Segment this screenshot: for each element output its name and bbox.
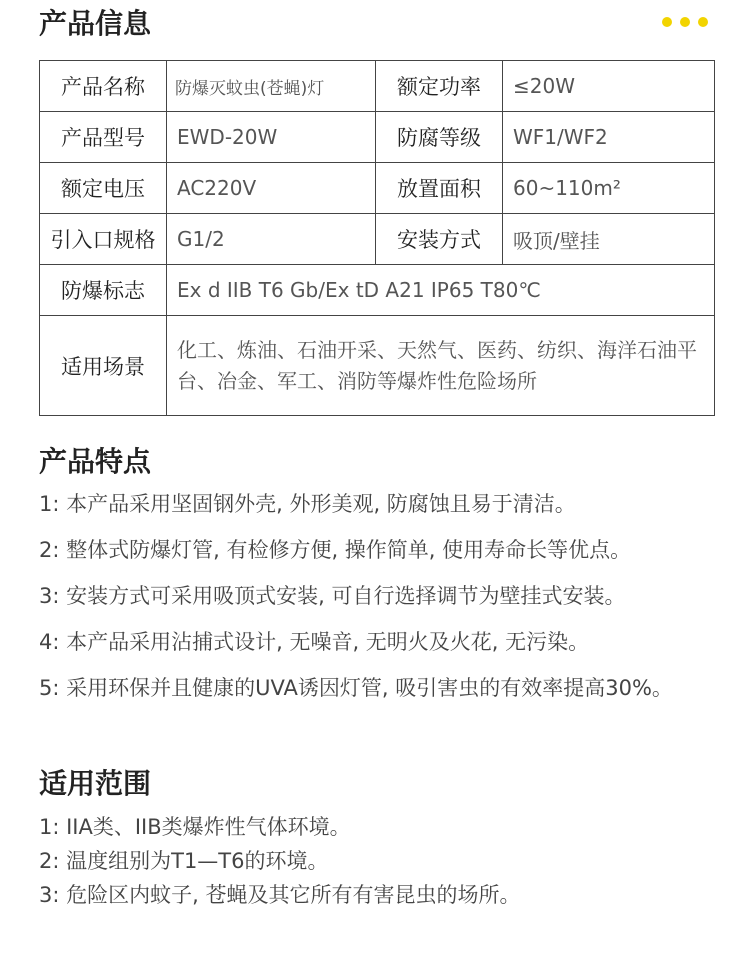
spec-row: [40, 112, 715, 163]
features-list: [39, 488, 719, 718]
spec-label: 引入口规格: [40, 214, 167, 265]
spec-table: [39, 60, 715, 416]
spec-label: 额定功率: [376, 61, 503, 112]
scope-list: [39, 810, 719, 912]
spec-label: 产品型号: [40, 112, 167, 163]
spec-value: 吸顶/壁挂: [503, 214, 715, 265]
spec-value: G1/2: [167, 214, 376, 265]
spec-label: 放置面积: [376, 163, 503, 214]
product-info-title: 产品信息: [39, 7, 152, 40]
spec-value: ≤20W: [503, 61, 715, 112]
explosion-value: Ex d IIB T6 Gb/Ex tD A21 IP65 T80℃: [167, 265, 715, 316]
usage-label: 适用场景: [40, 316, 167, 416]
list-item: 3: 危险区内蚊子, 苍蝇及其它所有有害昆虫的场所。: [39, 883, 521, 907]
features-title: 产品特点: [39, 445, 152, 478]
list-item: 1: 本产品采用坚固钢外壳, 外形美观, 防腐蚀且易于清洁。: [39, 492, 576, 516]
list-item: 3: 安装方式可采用吸顶式安装, 可自行选择调节为壁挂式安装。: [39, 584, 626, 608]
spec-row: [40, 163, 715, 214]
spec-value: 60~110m²: [503, 163, 715, 214]
list-item: 2: 温度组别为T1—T6的环境。: [39, 849, 329, 873]
spec-row: [40, 214, 715, 265]
usage-value: 化工、炼油、石油开采、天然气、医药、纺织、海洋石油平台、冶金、军工、消防等爆炸性危险场所: [167, 316, 715, 416]
spec-label: 额定电压: [40, 163, 167, 214]
list-item: 1: IIA类、IIB类爆炸性气体环境。: [39, 815, 351, 839]
list-item: 4: 本产品采用沾捕式设计, 无噪音, 无明火及火花, 无污染。: [39, 630, 590, 654]
list-item: 5: 采用环保并且健康的UVA诱因灯管, 吸引害虫的有效率提高30%。: [39, 676, 673, 700]
spec-value: AC220V: [167, 163, 376, 214]
spec-value: EWD-20W: [167, 112, 376, 163]
spec-label: 安装方式: [376, 214, 503, 265]
scope-title: 适用范围: [39, 767, 152, 800]
list-item: 2: 整体式防爆灯管, 有检修方便, 操作简单, 使用寿命长等优点。: [39, 538, 632, 562]
spec-row: [40, 61, 715, 112]
spec-value: 防爆灭蚊虫(苍蝇)灯: [167, 61, 376, 112]
explosion-label: 防爆标志: [40, 265, 167, 316]
spec-label: 产品名称: [40, 61, 167, 112]
spec-label: 防腐等级: [376, 112, 503, 163]
more-dots-icon: [660, 17, 710, 29]
spec-value: WF1/WF2: [503, 112, 715, 163]
spec-row: [40, 265, 715, 316]
spec-row: [40, 316, 715, 416]
